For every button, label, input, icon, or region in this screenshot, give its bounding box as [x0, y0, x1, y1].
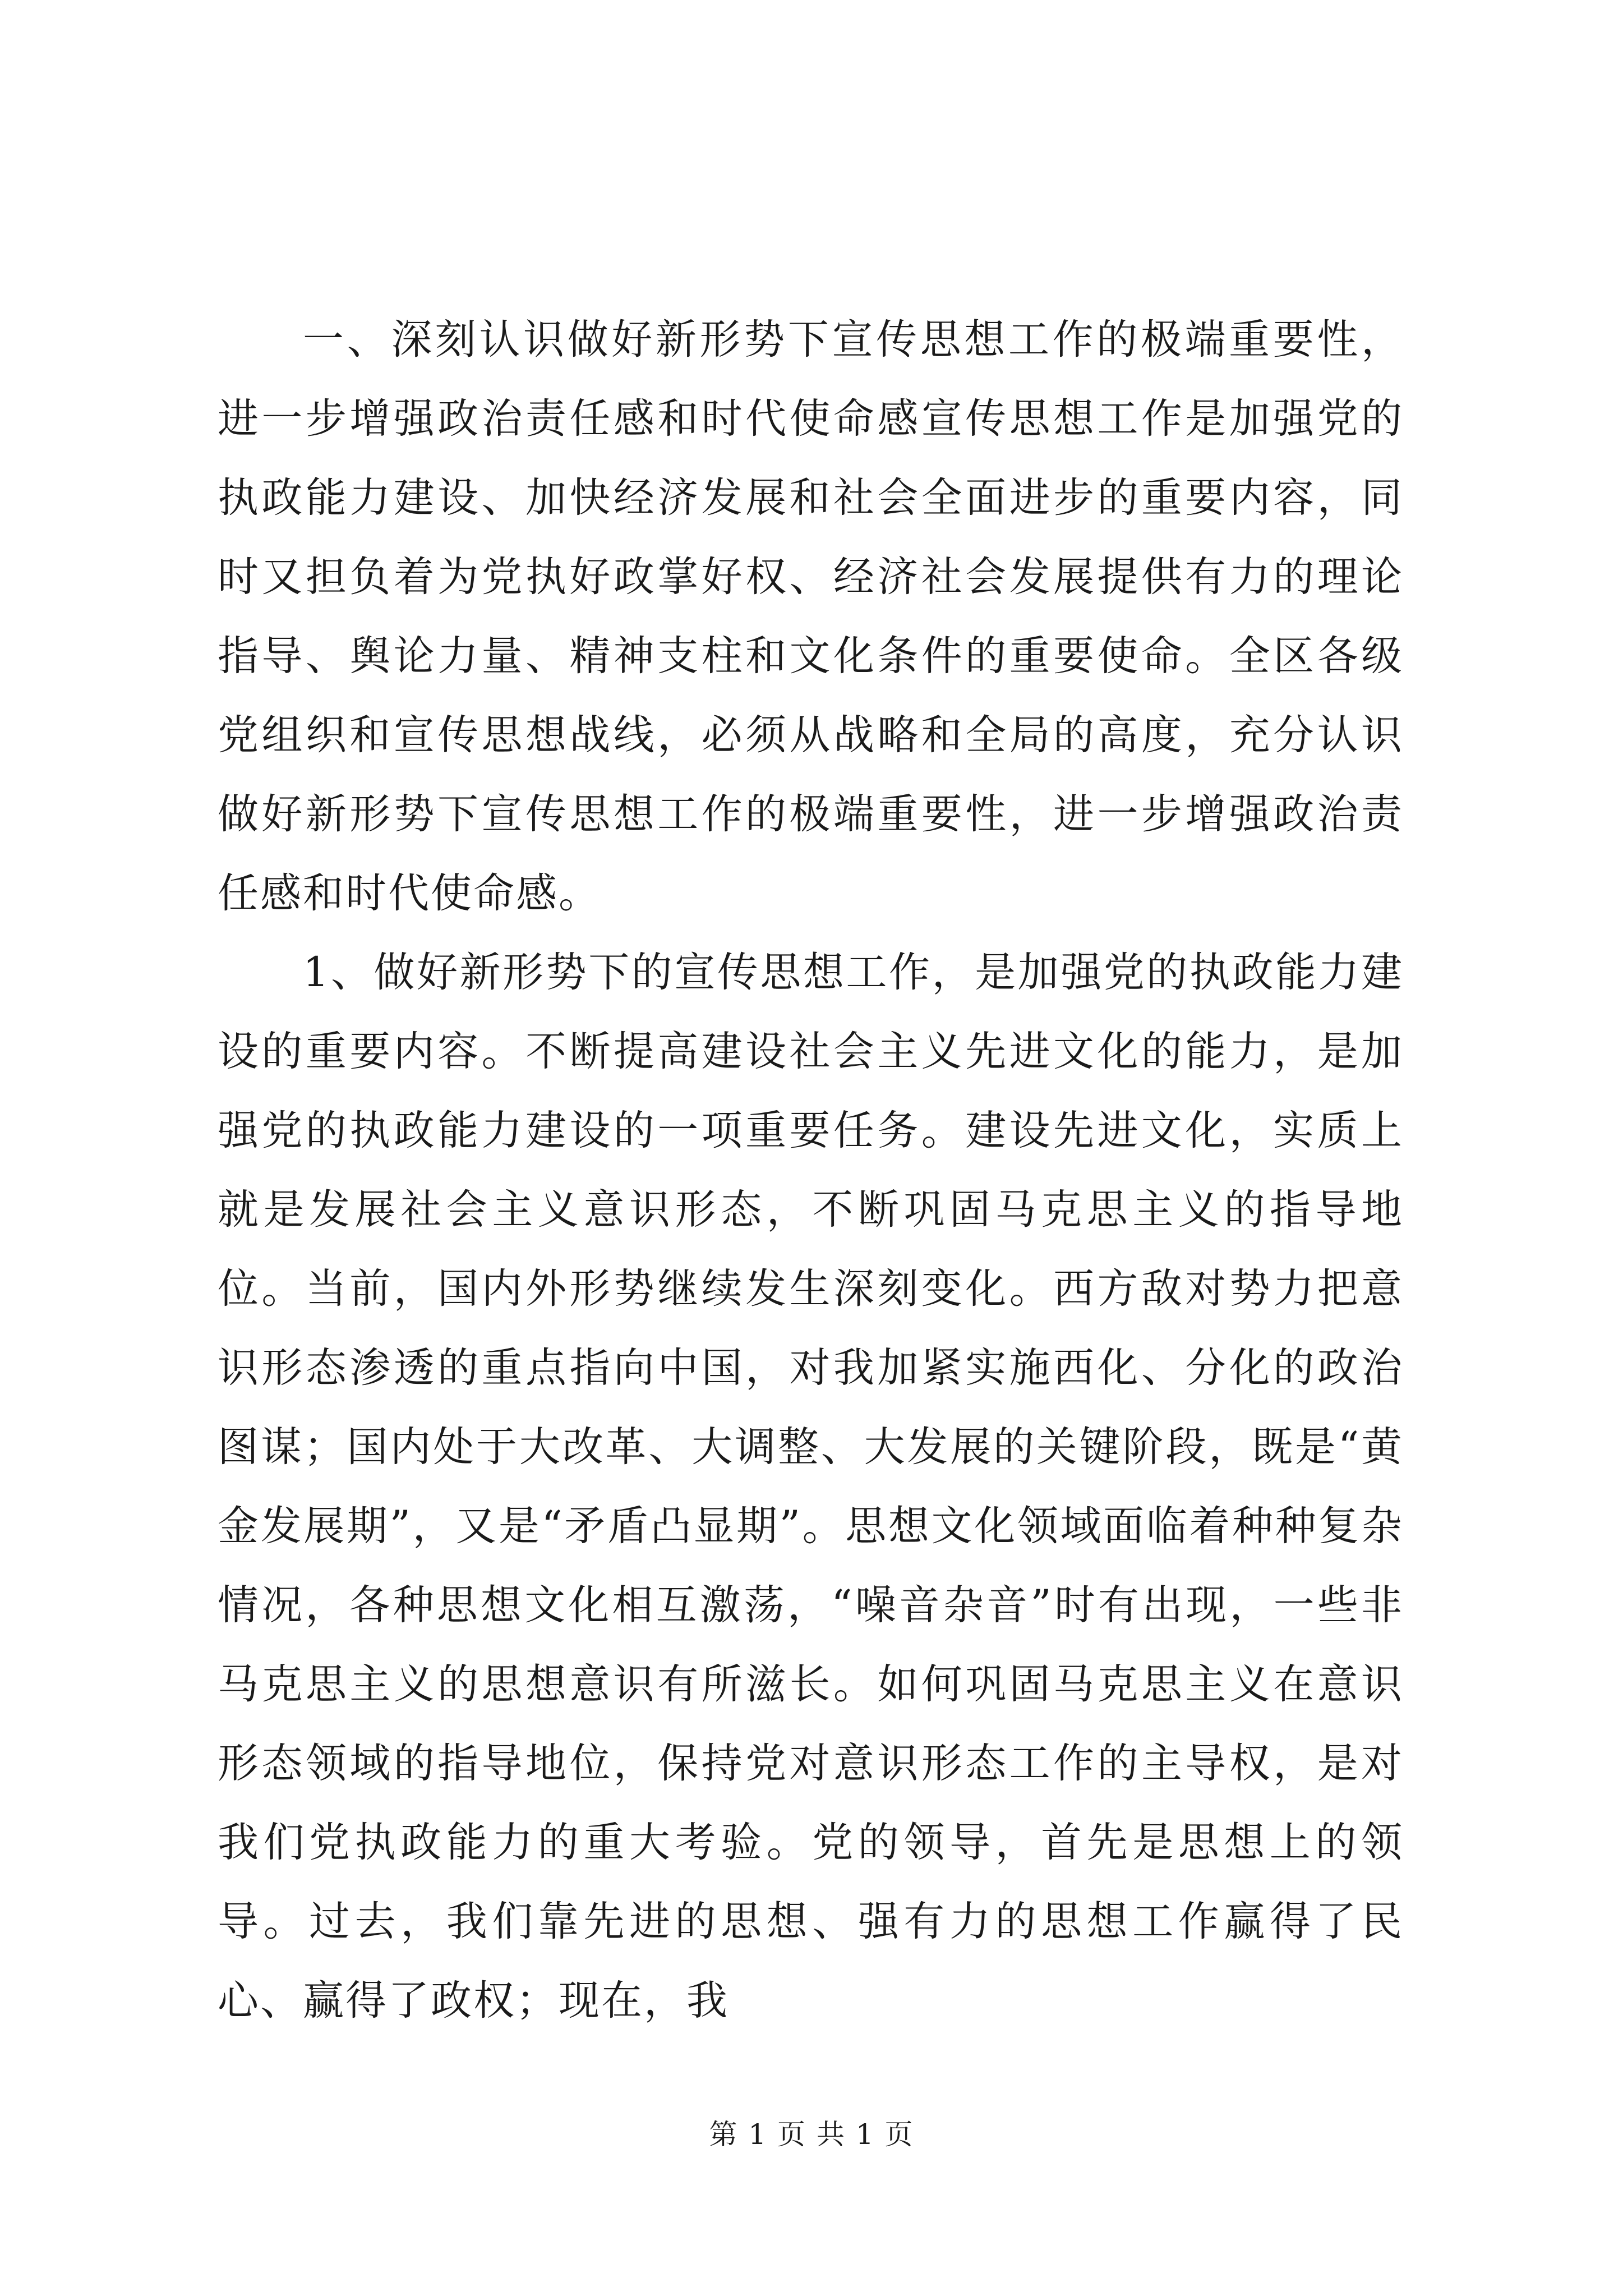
paragraph-1: 一、深刻认识做好新形势下宣传思想工作的极端重要性，进一步增强政治责任感和时代使命感宣传思想工作是加强党的执政能力建设、加快经济发展和社会全面进步的重要内容，同时又担负着为党执好政掌好权、经济社会发展提供有力的理论指导、舆论力量、精神支柱和文化条件的重要使命。全区各级党组织和宣传思想战线，必须从战略和全局的高度，充分认识做好新形势下宣传思想工作的极端重要性，进一步增强政治责任感和时代使命感。	[218, 316, 1404, 917]
paragraph-2: 1、做好新形势下的宣传思想工作，是加强党的执政能力建设的重要内容。不断提高建设社会主义先进文化的能力，是加强党的执政能力建设的一项重要任务。建设先进文化，实质上就是发展社会主义意识形态，不断巩固马克思主义的指导地位。当前，国内外形势继续发生深刻变化。西方敌对势力把意识形态渗透的重点指向中国，对我加紧实施西化、分化的政治图谋；国内处于大改革、大调整、大发展的关键阶段，既是“黄金发展期”，又是“矛盾凸显期”。思想文化领域面临着种种复杂情况，各种思想文化相互激荡，“噪音杂音”时有出现，一些非马克思主义的思想意识有所滋长。如何巩固马克思主义在意识形态领域的指导地位，保持党对意识形态工作的主导权，是对我们党执政能力的重大考验。党的领导，首先是思想上的领导。过去，我们靠先进的思想、强有力的思想工作赢得了民心、赢得了政权；现在，我	[218, 949, 1404, 2024]
document-body	[218, 300, 1404, 2040]
page-footer: 第 1 页 共 1 页	[709, 2118, 914, 2151]
